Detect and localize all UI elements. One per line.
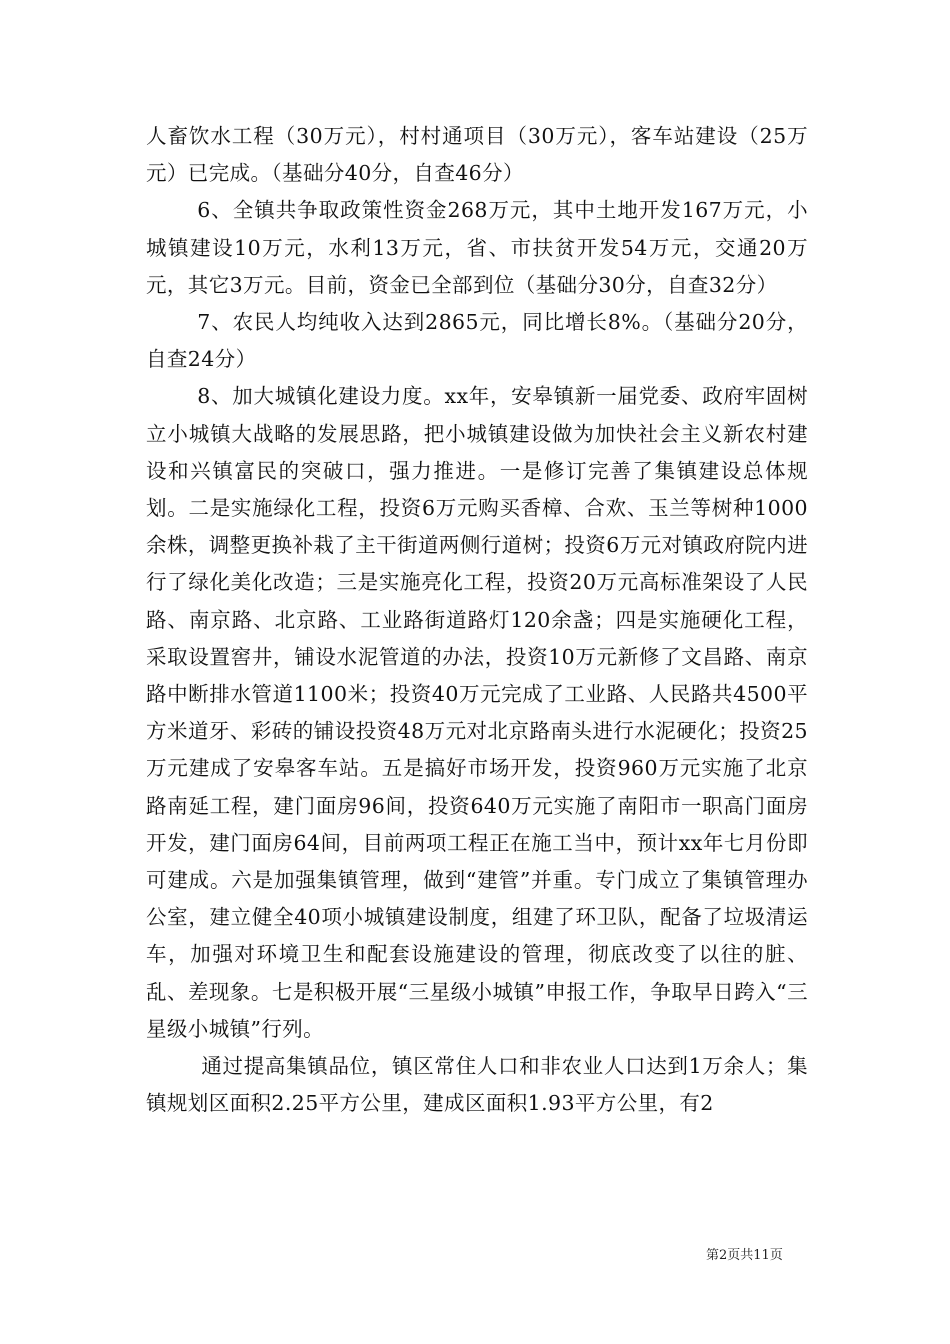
document-body <box>146 118 808 1122</box>
paragraph-continuation: 人畜饮水工程（30万元），村村通项目（30万元），客车站建设（25万元）已完成。（基础分40分，自查46分） <box>146 124 808 186</box>
paragraph-item-8: 8、加大城镇化建设力度。xx年，安皋镇新一届党委、政府牢固树立小城镇大战略的发展思路，把小城镇建设做为加快社会主义新农村建设和兴镇富民的突破口，强力推进。一是修订完善了集镇建设总体规划。二是实施绿化工程，投资6万元购买香樟、合欢、玉兰等树种1000余株，调整更换补栽了主干街道两侧行道树；投资6万元对镇政府院内进行了绿化美化改造；三是实施亮化工程，投资20万元高标准架设了人民路、南京路、北京路、工业路街道路灯120余盏；四是实施硬化工程，采取设置窖井，铺设水泥管道的办法，投资10万元新修了文昌路、南京路中断排水管道1100米；投资40万元完成了工业路、人民路共4500平方米道牙、彩砖的铺设投资48万元对北京路南头进行水泥硬化；投资25万元建成了安皋客车站。五是搞好市场开发，投资960万元实施了北京路南延工程，建门面房96间，投资640万元实施了南阳市一职高门面房开发，建门面房64间，目前两项工程正在施工当中，预计xx年七月份即可建成。六是加强集镇管理，做到“建管”并重。专门成立了集镇管理办公室，建立健全40项小城镇建设制度，组建了环卫队，配备了垃圾清运车，加强对环境卫生和配套设施建设的管理，彻底改变了以往的脏、乱、差现象。七是积极开展“三星级小城镇”申报工作，争取早日跨入“三星级小城镇”行列。 <box>146 384 808 1041</box>
page-number-footer: 第2页共11页 <box>706 1248 783 1263</box>
paragraph-summary: 通过提高集镇品位，镇区常住人口和非农业人口达到1万余人；集镇规划区面积2.25平方公里，建成区面积1.93平方公里，有2 <box>146 1054 808 1116</box>
paragraph-item-6: 6、全镇共争取政策性资金268万元，其中土地开发167万元，小城镇建设10万元，水利13万元，省、市扶贫开发54万元，交通20万元，其它3万元。目前，资金已全部到位（基础分30分，自查32分） <box>146 198 808 297</box>
paragraph-item-7: 7、农民人均纯收入达到2865元，同比增长8%。（基础分20分，自查24分） <box>146 310 808 372</box>
